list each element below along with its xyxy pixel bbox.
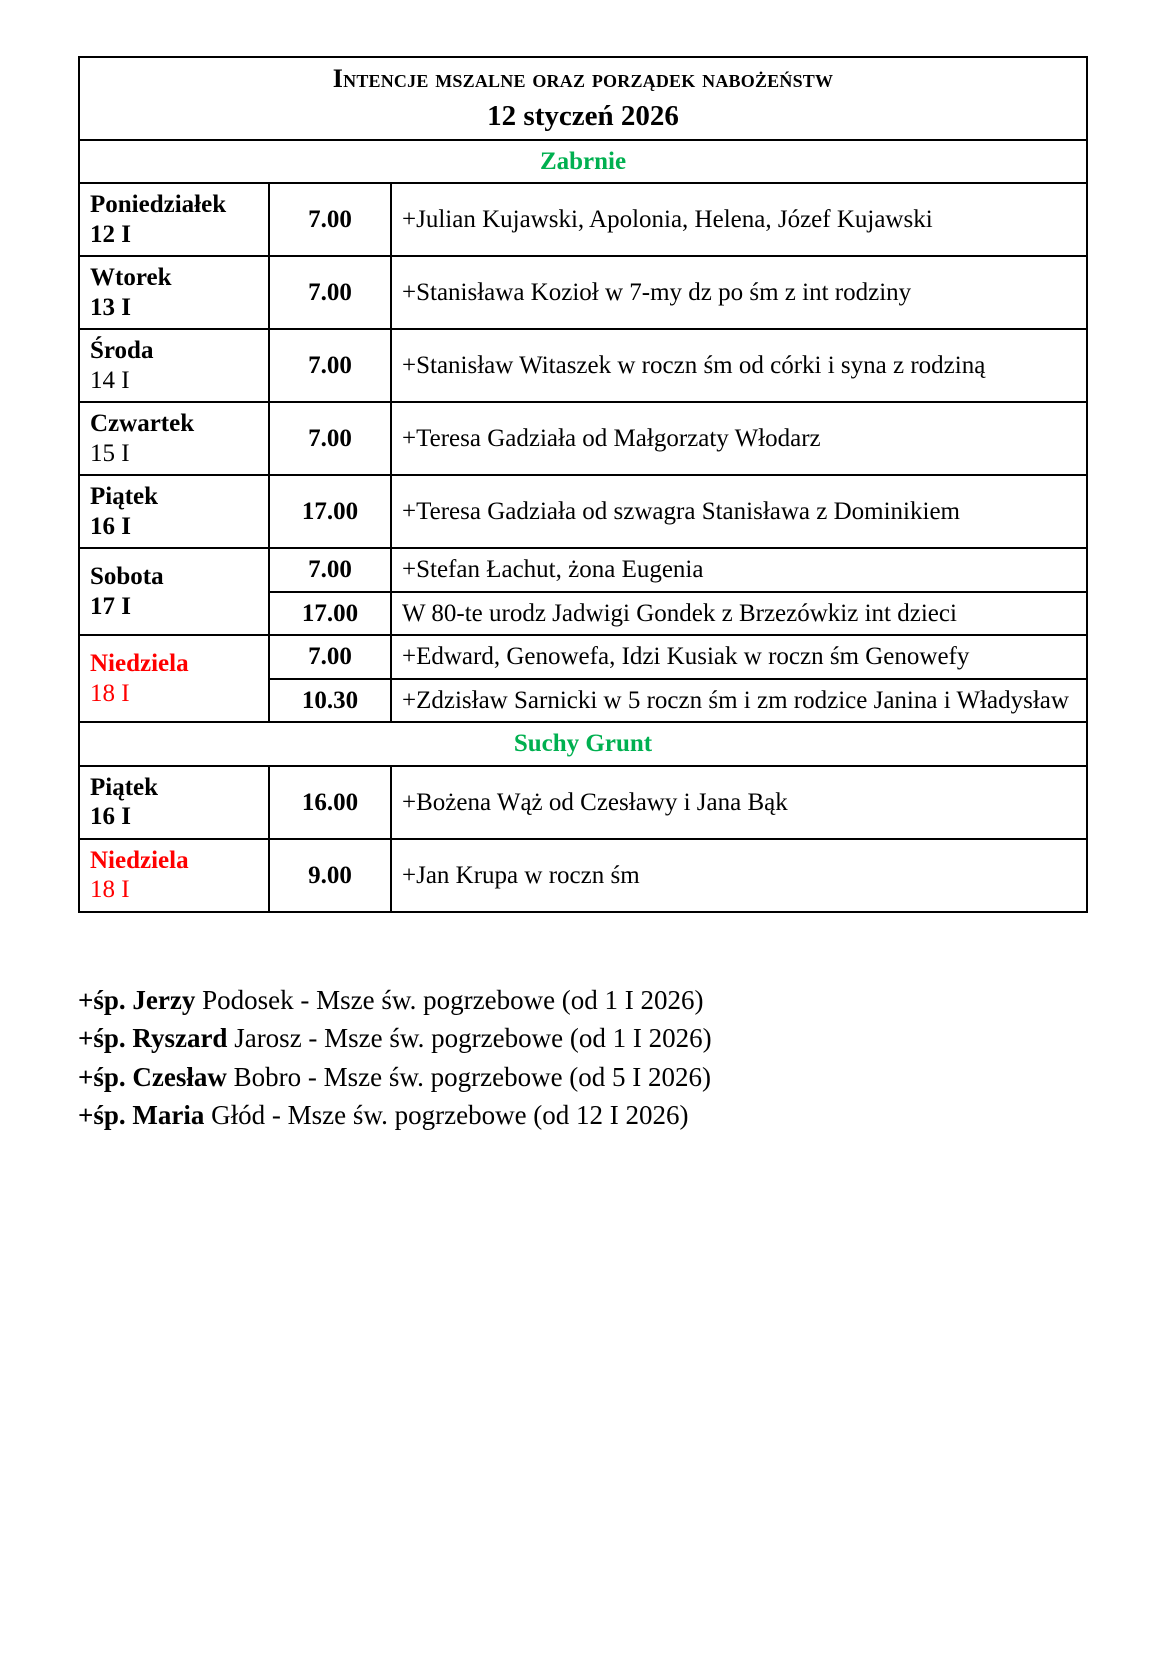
time-cell: 7.00 (269, 256, 391, 329)
note-deceased-name: +śp. Ryszard (78, 1023, 228, 1054)
page-title: Intencje mszalne oraz porządek nabożeństw (332, 64, 834, 93)
note-text: Jarosz - Msze św. pogrzebowe (od 1 I 2026) (227, 1023, 712, 1054)
table-body (79, 57, 1087, 912)
day-name: Piątek (90, 773, 159, 801)
list-item (78, 1096, 1088, 1134)
table-row (79, 839, 1087, 912)
table-row (79, 329, 1087, 402)
day-cell (79, 256, 269, 329)
day-cell (79, 766, 269, 839)
day-date: 18 I (90, 876, 130, 904)
day-name: Sobota (90, 563, 164, 591)
day-name: Środa (90, 337, 154, 365)
table-row (79, 766, 1087, 839)
note-deceased-name: +śp. Maria (78, 1099, 205, 1130)
table-row (79, 635, 1087, 679)
day-name: Niedziela (90, 650, 189, 678)
table-row (79, 548, 1087, 592)
time-cell: 7.00 (269, 402, 391, 475)
day-cell (79, 839, 269, 912)
day-name: Niedziela (90, 846, 189, 874)
time-cell: 17.00 (269, 592, 391, 636)
intention-cell: +Bożena Wąż od Czesławy i Jana Bąk (391, 766, 1087, 839)
time-cell: 10.30 (269, 679, 391, 723)
day-name: Czwartek (90, 410, 195, 438)
table-row (79, 183, 1087, 256)
intention-cell: +Edward, Genowefa, Idzi Kusiak w roczn śm Genowefy (391, 635, 1087, 679)
day-name: Wtorek (90, 264, 172, 292)
time-cell: 7.00 (269, 183, 391, 256)
day-date: 14 I (90, 366, 130, 394)
section-header-row (79, 140, 1087, 184)
day-cell (79, 475, 269, 548)
day-name: Piątek (90, 483, 159, 511)
list-item (78, 1058, 1088, 1096)
table-row (79, 402, 1087, 475)
day-cell (79, 402, 269, 475)
intention-cell: +Stanisław Witaszek w roczn śm od córki i syna z rodziną (391, 329, 1087, 402)
intention-cell: +Stanisława Kozioł w 7-my dz po śm z int rodziny (391, 256, 1087, 329)
table-row (79, 256, 1087, 329)
day-date: 18 I (90, 679, 130, 707)
day-cell (79, 548, 269, 635)
day-date: 13 I (90, 293, 131, 321)
intention-cell: +Zdzisław Sarnicki w 5 roczn śm i zm rodzice Janina i Władysław (391, 679, 1087, 723)
table-title-row (79, 57, 1087, 140)
table-row (79, 475, 1087, 548)
day-date: 17 I (90, 592, 131, 620)
section-header-row (79, 722, 1087, 766)
list-item (78, 981, 1088, 1019)
day-date: 16 I (90, 512, 131, 540)
day-date: 12 I (90, 220, 131, 248)
day-name: Poniedziałek (90, 191, 227, 219)
intention-cell: W 80-te urodz Jadwigi Gondek z Brzezówkiz int dzieci (391, 592, 1087, 636)
note-deceased-name: +śp. Czesław (78, 1061, 227, 1092)
time-cell: 9.00 (269, 839, 391, 912)
note-text: Głód - Msze św. pogrzebowe (od 12 I 2026) (204, 1099, 689, 1130)
intention-cell: +Julian Kujawski, Apolonia, Helena, Józef Kujawski (391, 183, 1087, 256)
time-cell: 17.00 (269, 475, 391, 548)
day-cell (79, 329, 269, 402)
note-deceased-name: +śp. Jerzy (78, 984, 196, 1015)
day-date: 16 I (90, 803, 131, 831)
intention-cell: +Jan Krupa w roczn śm (391, 839, 1087, 912)
note-text: Bobro - Msze św. pogrzebowe (od 5 I 2026) (226, 1061, 712, 1092)
intention-cell: +Teresa Gadziała od szwagra Stanisława z Dominikiem (391, 475, 1087, 548)
time-cell: 7.00 (269, 548, 391, 592)
intention-cell: +Teresa Gadziała od Małgorzaty Włodarz (391, 402, 1087, 475)
day-cell (79, 635, 269, 722)
document-title-cell (79, 57, 1087, 140)
section-title-suchy-grunt: Suchy Grunt (79, 722, 1087, 766)
time-cell: 16.00 (269, 766, 391, 839)
note-text: Podosek - Msze św. pogrzebowe (od 1 I 2026) (195, 984, 704, 1015)
funeral-mass-notes (78, 981, 1088, 1134)
time-cell: 7.00 (269, 329, 391, 402)
intention-cell: +Stefan Łachut, żona Eugenia (391, 548, 1087, 592)
mass-schedule-table (78, 56, 1088, 913)
section-title-zabrnie: Zabrnie (79, 140, 1087, 184)
day-cell (79, 183, 269, 256)
document-page (78, 56, 1088, 1134)
list-item (78, 1019, 1088, 1057)
time-cell: 7.00 (269, 635, 391, 679)
page-subtitle-date: 12 styczeń 2026 (487, 99, 679, 132)
day-date: 15 I (90, 439, 130, 467)
